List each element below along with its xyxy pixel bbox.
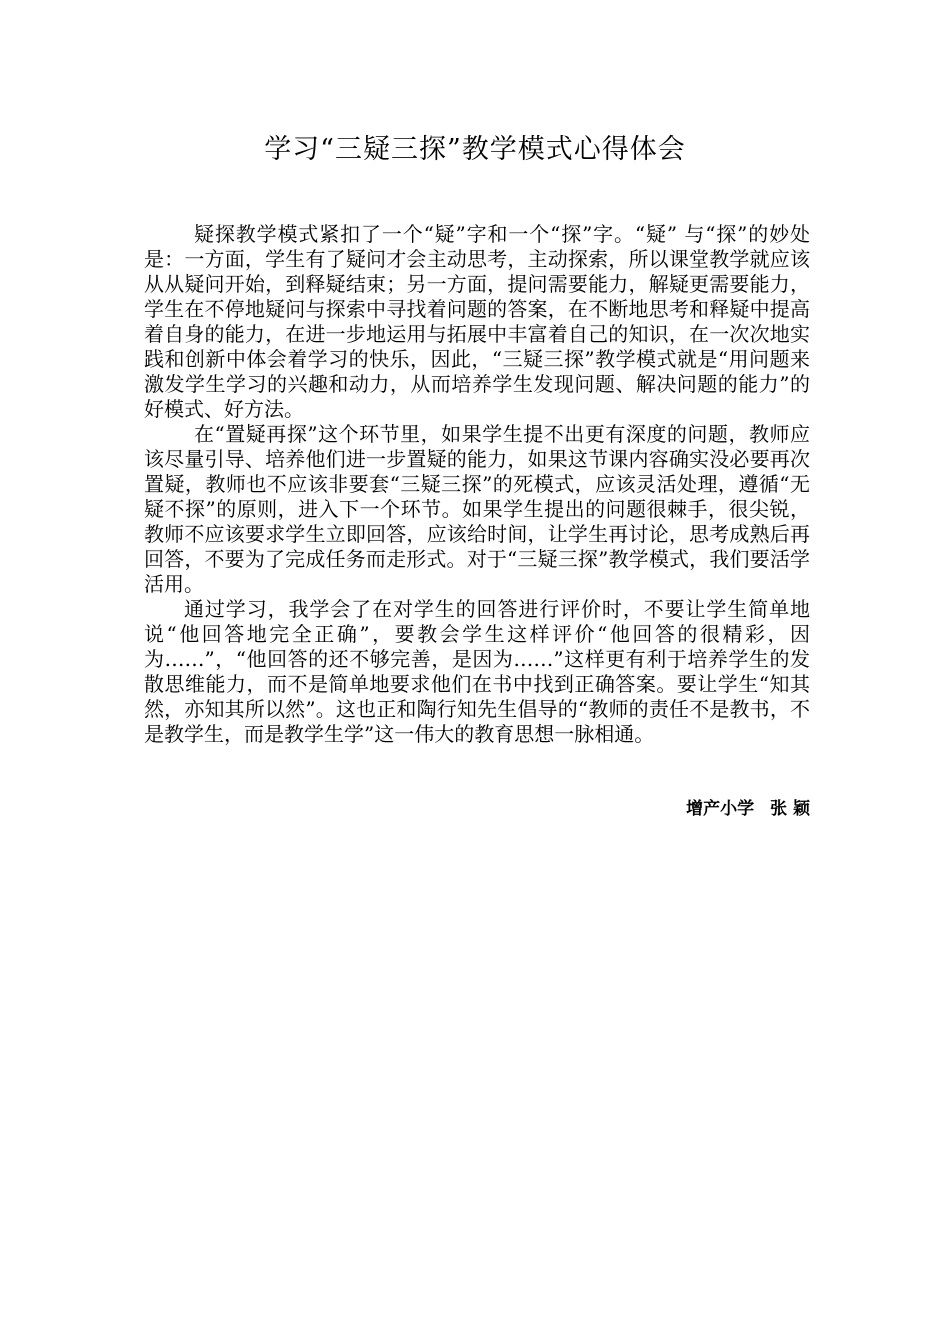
signature-author: 张 颖	[770, 799, 810, 819]
paragraph-2: 在“置疑再探”这个环节里，如果学生提不出更有深度的问题，教师应该尽量引导、培养他们进一步置疑的能力，如果这节课内容确实没必要再次置疑，教师也不应该非要套“三疑三探”的死模式，应该灵活处理，遵循“无疑不探”的原则，进入下一个环节。如果学生提出的问题很棘手，很尖锐，教师不应该要求学生立即回答，应该给时间，让学生再讨论，思考成熟后再回答，不要为了完成任务而走形式。对于“三疑三探”教学模式，我们要活学活用。	[144, 422, 810, 596]
paragraph-3: 通过学习，我学会了在对学生的回答进行评价时，不要让学生简单地说“他回答地完全正确”，要教会学生这样评价“他回答的很精彩，因为……”，“他回答的还不够完善，是因为……”这样更有利于培养学生的发散思维能力，而不是简单地要求他们在书中找到正确答案。要让学生“知其然，亦知其所以然”。这也正和陶行知先生倡导的“教师的责任不是教书，不是教学生，而是教学生学”这一伟大的教育思想一脉相通。	[144, 597, 810, 746]
signature	[580, 796, 810, 822]
signature-school: 增产小学	[686, 799, 755, 819]
document-body	[144, 222, 810, 747]
document-title: 学习“三疑三探”教学模式心得体会	[264, 134, 686, 165]
paragraph-1: 疑探教学模式紧扣了一个“疑”字和一个“探”字。“疑” 与“探”的妙处是：一方面，学生有了疑问才会主动思考，主动探索，所以课堂教学就应该从从疑问开始，到释疑结束；另一方面，提问需要能力，解疑更需要能力，学生在不停地疑问与探索中寻找着问题的答案，在不断地思考和释疑中提高着自身的能力，在进一步地运用与拓展中丰富着自己的知识，在一次次地实践和创新中体会着学习的快乐，因此，“三疑三探”教学模式就是“用问题来激发学生学习的兴趣和动力，从而培养学生发现问题、解决问题的能力”的好模式、好方法。	[144, 222, 810, 421]
